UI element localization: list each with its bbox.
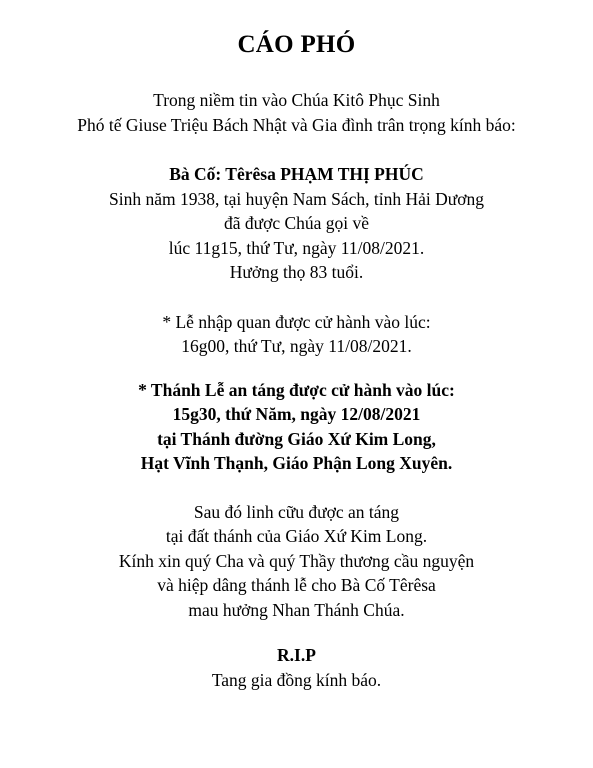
funeral-mass-block: [0, 378, 593, 476]
burial-line: và hiệp dâng thánh lễ cho Bà Cố Têrêsa: [157, 575, 436, 595]
deceased-detail: lúc 11g15, thứ Tư, ngày 11/08/2021.: [168, 237, 425, 258]
closing-block: [0, 643, 593, 692]
closing-line: Tang gia đồng kính báo.: [211, 669, 382, 690]
burial-block: [0, 500, 593, 623]
lying-in-state-line: * Lễ nhập quan được cử hành vào lúc:: [162, 311, 431, 332]
deceased-detail: Sinh năm 1938, tại huyện Nam Sách, tỉnh Hải Dương: [108, 188, 484, 209]
burial-line: Kính xin quý Cha và quý Thầy thương cầu nguyện: [118, 550, 475, 571]
funeral-mass-line: 15g30, thứ Năm, ngày 12/08/2021: [172, 404, 421, 424]
intro-block: [0, 88, 593, 137]
burial-line: tại đất thánh của Giáo Xứ Kim Long.: [165, 526, 428, 546]
burial-line: mau hưởng Nhan Thánh Chúa.: [188, 599, 405, 620]
deceased-block: [0, 162, 593, 285]
page-title: CÁO PHÓ: [237, 31, 356, 58]
burial-line: Sau đó linh cữu được an táng: [193, 501, 400, 522]
deceased-detail: đã được Chúa gọi về: [223, 213, 370, 233]
deceased-name: Bà Cố: Têrêsa PHẠM THỊ PHÚC: [169, 164, 424, 184]
funeral-mass-line: Hạt Vĩnh Thạnh, Giáo Phận Long Xuyên.: [140, 453, 453, 473]
funeral-mass-line: tại Thánh đường Giáo Xứ Kim Long,: [157, 428, 436, 449]
intro-line: Trong niềm tin vào Chúa Kitô Phục Sinh: [153, 90, 440, 110]
lying-in-state-block: [0, 310, 593, 359]
rip-heading: R.I.P: [277, 645, 316, 665]
deceased-detail: Hưởng thọ 83 tuổi.: [229, 262, 364, 282]
lying-in-state-line: 16g00, thứ Tư, ngày 11/08/2021.: [181, 336, 412, 356]
intro-line: Phó tế Giuse Triệu Bách Nhật và Gia đình trân trọng kính báo:: [77, 114, 516, 135]
funeral-mass-line: * Thánh Lễ an táng được cử hành vào lúc:: [138, 379, 455, 400]
